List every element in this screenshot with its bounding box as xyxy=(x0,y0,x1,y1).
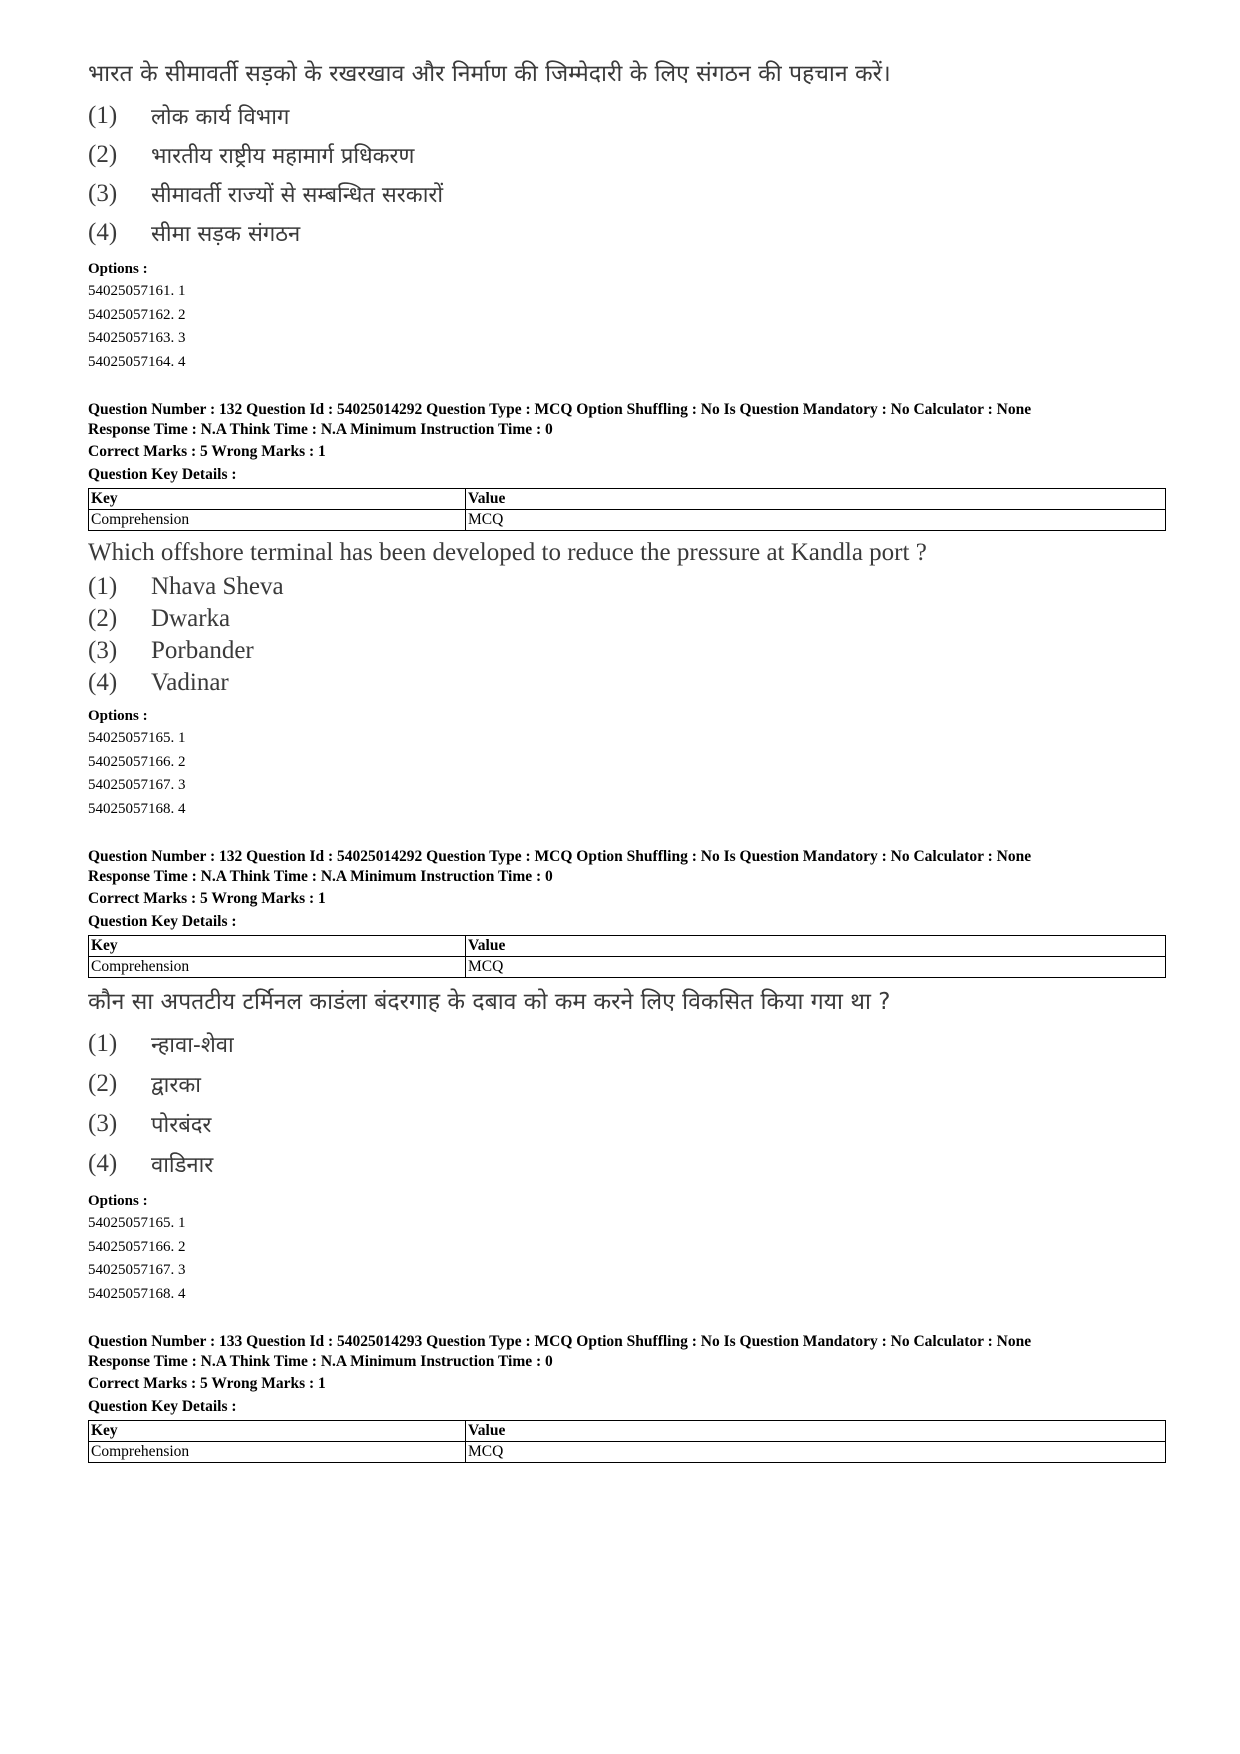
option-id: 54025057168. 4 xyxy=(88,800,186,817)
option-id: 54025057162. 2 xyxy=(88,306,186,323)
marks-line: Correct Marks : 5 Wrong Marks : 1 xyxy=(88,890,326,907)
question-block-3 xyxy=(88,847,1168,1306)
choice-number: (2) xyxy=(88,605,118,632)
choice-item xyxy=(88,135,1168,174)
table-cell-value: MCQ xyxy=(466,510,1166,531)
options-label: Options : xyxy=(88,708,148,724)
question-text: Which offshore terminal has been developed to reduce the pressure at Kandla port ? xyxy=(88,539,927,566)
key-details-table xyxy=(88,488,1166,531)
option-id: 54025057167. 3 xyxy=(88,1262,186,1278)
choice-text: लोक कार्य विभाग xyxy=(151,104,290,130)
table-cell-key: Comprehension xyxy=(89,510,466,531)
table-header-key: Key xyxy=(89,489,466,510)
option-id: 54025057164. 4 xyxy=(88,353,186,370)
table-header-value: Value xyxy=(466,489,1166,510)
choice-item xyxy=(88,1144,1168,1184)
choice-text: द्वारका xyxy=(151,1073,201,1098)
table-header-value: Value xyxy=(466,936,1166,957)
question-meta: Response Time : N.A Think Time : N.A Minimum Instruction Time : 0 xyxy=(88,1352,553,1370)
choice-item xyxy=(88,1024,1168,1064)
option-id: 54025057166. 2 xyxy=(88,1238,186,1255)
choice-number: (2) xyxy=(88,1070,118,1097)
table-header-row xyxy=(89,489,1166,510)
key-details-table xyxy=(88,935,1166,978)
option-id: 54025057165. 1 xyxy=(88,730,186,746)
choice-number: (4) xyxy=(88,669,118,696)
choice-item xyxy=(88,603,1168,635)
choice-text: Porbander xyxy=(151,637,254,664)
choice-item xyxy=(88,174,1168,213)
choice-number: (4) xyxy=(88,1150,118,1177)
choice-item xyxy=(88,1064,1168,1104)
option-id: 54025057165. 1 xyxy=(88,1215,186,1231)
table-header-row xyxy=(89,1421,1166,1442)
key-details-label: Question Key Details : xyxy=(88,465,237,483)
options-label: Options : xyxy=(88,1193,148,1209)
choice-item xyxy=(88,213,1168,252)
choice-number: (1) xyxy=(88,573,118,600)
choice-item xyxy=(88,635,1168,667)
key-details-table xyxy=(88,1420,1166,1463)
choice-number: (1) xyxy=(88,101,118,129)
choice-item xyxy=(88,667,1168,699)
question-block-4 xyxy=(88,1332,1168,1463)
document-page xyxy=(88,58,1168,1463)
option-id: 54025057166. 2 xyxy=(88,753,186,770)
marks-line: Correct Marks : 5 Wrong Marks : 1 xyxy=(88,443,326,460)
choice-text: सीमावर्ती राज्यों से सम्बन्धित सरकारों xyxy=(151,182,444,208)
question-meta: Response Time : N.A Think Time : N.A Minimum Instruction Time : 0 xyxy=(88,420,553,438)
question-meta: Question Number : 132 Question Id : 54025014292 Question Type : MCQ Option Shuffling : No Is Question Mandatory : No Calculator : None xyxy=(88,848,1032,865)
choice-item xyxy=(88,96,1168,135)
question-meta: Question Number : 132 Question Id : 54025014292 Question Type : MCQ Option Shuffling : No Is Question Mandatory : No Calculator : None xyxy=(88,401,1032,418)
choice-item xyxy=(88,571,1168,603)
options-label: Options : xyxy=(88,261,148,277)
table-row xyxy=(89,957,1166,978)
marks-line: Correct Marks : 5 Wrong Marks : 1 xyxy=(88,1375,326,1392)
table-cell-key: Comprehension xyxy=(89,1442,466,1463)
choice-number: (1) xyxy=(88,1030,118,1057)
choice-text: न्हावा-शेवा xyxy=(151,1033,234,1058)
choice-list xyxy=(88,571,1168,699)
choice-list xyxy=(88,96,1168,252)
question-block-1 xyxy=(88,58,1168,374)
table-header-value: Value xyxy=(466,1421,1166,1442)
choice-text: Vadinar xyxy=(151,669,229,696)
question-block-2 xyxy=(88,400,1168,821)
key-details-label: Question Key Details : xyxy=(88,1397,237,1415)
choice-text: Dwarka xyxy=(151,605,231,632)
question-text: भारत के सीमावर्ती सड़को के रखरखाव और निर्माण की जिम्मेदारी के लिए संगठन की पहचान करें। xyxy=(88,61,891,87)
option-id: 54025057161. 1 xyxy=(88,283,186,299)
question-meta: Response Time : N.A Think Time : N.A Minimum Instruction Time : 0 xyxy=(88,867,553,885)
question-meta: Question Number : 133 Question Id : 54025014293 Question Type : MCQ Option Shuffling : No Is Question Mandatory : No Calculator : None xyxy=(88,1333,1032,1350)
choice-text: भारतीय राष्ट्रीय महामार्ग प्रधिकरण xyxy=(151,143,415,169)
choice-text: सीमा सड़क संगठन xyxy=(151,221,301,247)
choice-text: Nhava Sheva xyxy=(151,573,284,600)
choice-text: पोरबंदर xyxy=(151,1113,212,1138)
table-cell-value: MCQ xyxy=(466,1442,1166,1463)
choice-text: वाडिनार xyxy=(151,1153,214,1178)
table-cell-value: MCQ xyxy=(466,957,1166,978)
table-header-key: Key xyxy=(89,1421,466,1442)
choice-number: (3) xyxy=(88,1110,118,1137)
choice-list xyxy=(88,1024,1168,1184)
choice-item xyxy=(88,1104,1168,1144)
choice-number: (2) xyxy=(88,140,118,168)
choice-number: (3) xyxy=(88,179,118,207)
option-id: 54025057163. 3 xyxy=(88,330,186,346)
table-row xyxy=(89,1442,1166,1463)
choice-number: (3) xyxy=(88,637,118,664)
table-header-key: Key xyxy=(89,936,466,957)
table-header-row xyxy=(89,936,1166,957)
table-row xyxy=(89,510,1166,531)
table-cell-key: Comprehension xyxy=(89,957,466,978)
option-id: 54025057168. 4 xyxy=(88,1285,186,1302)
option-id: 54025057167. 3 xyxy=(88,777,186,793)
question-text: कौन सा अपतटीय टर्मिनल काडंला बंदरगाह के दबाव को कम करने लिए विकसित किया गया था ? xyxy=(88,989,891,1015)
choice-number: (4) xyxy=(88,218,118,246)
key-details-label: Question Key Details : xyxy=(88,912,237,930)
